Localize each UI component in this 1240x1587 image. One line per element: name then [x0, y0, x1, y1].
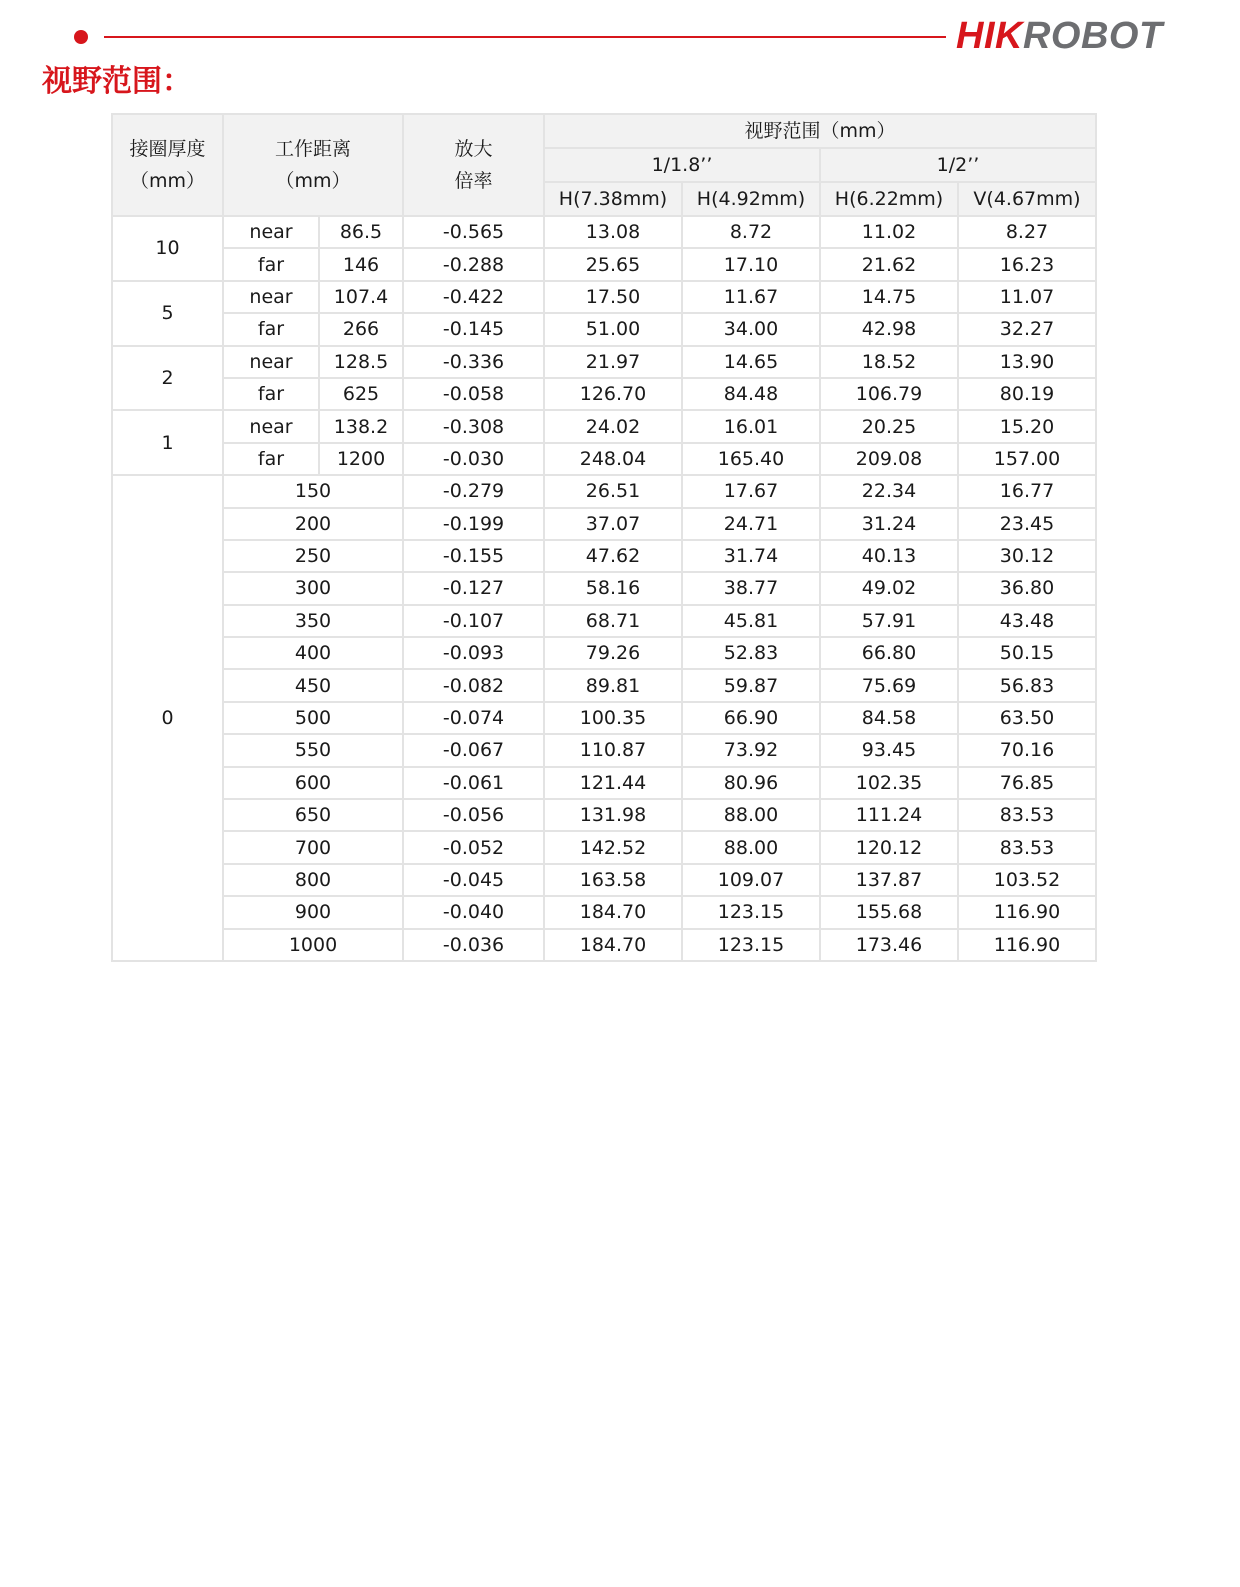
magnification-cell: -0.082 [403, 669, 544, 701]
fov-a-v-cell: 88.00 [682, 799, 820, 831]
magnification-cell: -0.279 [403, 475, 544, 507]
fov-a-v-cell: 38.77 [682, 572, 820, 604]
fov-a-v-cell: 84.48 [682, 378, 820, 410]
fov-b-v-cell: 70.16 [958, 734, 1096, 766]
magnification-cell: -0.052 [403, 831, 544, 863]
header-bullet-dot [74, 30, 88, 44]
fov-b-h-cell: 31.24 [820, 508, 958, 540]
table-row [112, 508, 1096, 540]
fov-b-h-cell: 18.52 [820, 346, 958, 378]
fov-a-h-cell: 184.70 [544, 896, 682, 928]
position-cell: far [223, 443, 319, 475]
fov-b-v-cell: 32.27 [958, 313, 1096, 345]
fov-a-v-cell: 31.74 [682, 540, 820, 572]
table-row [112, 313, 1096, 345]
fov-a-v-cell: 80.96 [682, 767, 820, 799]
fov-table [111, 113, 1097, 962]
table-row [112, 346, 1096, 378]
fov-b-v-cell: 36.80 [958, 572, 1096, 604]
table-row [112, 443, 1096, 475]
distance-cell: 266 [319, 313, 403, 345]
fov-a-h-cell: 68.71 [544, 605, 682, 637]
fov-b-v-cell: 8.27 [958, 216, 1096, 248]
fov-b-v-cell: 56.83 [958, 669, 1096, 701]
fov-a-v-cell: 123.15 [682, 896, 820, 928]
fov-a-v-cell: 73.92 [682, 734, 820, 766]
distance-cell: 600 [223, 767, 403, 799]
magnification-cell: -0.308 [403, 410, 544, 442]
table-row [112, 702, 1096, 734]
magnification-cell: -0.288 [403, 248, 544, 280]
fov-a-h-cell: 131.98 [544, 799, 682, 831]
table-row [112, 896, 1096, 928]
fov-b-h-cell: 173.46 [820, 929, 958, 961]
fov-a-h-cell: 13.08 [544, 216, 682, 248]
fov-b-h-cell: 40.13 [820, 540, 958, 572]
fov-a-h-cell: 47.62 [544, 540, 682, 572]
position-cell: near [223, 410, 319, 442]
fov-b-h-cell: 75.69 [820, 669, 958, 701]
fov-b-h-cell: 84.58 [820, 702, 958, 734]
header-working-distance [223, 114, 403, 216]
distance-cell: 400 [223, 637, 403, 669]
position-cell: near [223, 281, 319, 313]
fov-a-h-cell: 24.02 [544, 410, 682, 442]
position-cell: near [223, 346, 319, 378]
fov-a-h-cell: 121.44 [544, 767, 682, 799]
fov-a-h-cell: 126.70 [544, 378, 682, 410]
magnification-cell: -0.336 [403, 346, 544, 378]
magnification-cell: -0.127 [403, 572, 544, 604]
table-row [112, 216, 1096, 248]
fov-b-h-cell: 11.02 [820, 216, 958, 248]
distance-cell: 250 [223, 540, 403, 572]
table-row [112, 281, 1096, 313]
fov-a-h-cell: 37.07 [544, 508, 682, 540]
logo-text-robot: ROBOT [1022, 15, 1163, 57]
magnification-cell: -0.155 [403, 540, 544, 572]
magnification-cell: -0.199 [403, 508, 544, 540]
distance-cell: 1200 [319, 443, 403, 475]
distance-cell: 350 [223, 605, 403, 637]
fov-a-h-cell: 110.87 [544, 734, 682, 766]
magnification-cell: -0.058 [403, 378, 544, 410]
fov-a-v-cell: 17.10 [682, 248, 820, 280]
fov-b-v-cell: 43.48 [958, 605, 1096, 637]
spacer-thickness-cell: 10 [112, 216, 223, 281]
table-row [112, 734, 1096, 766]
fov-table-container [111, 113, 1097, 962]
fov-b-v-cell: 16.77 [958, 475, 1096, 507]
header-magnification-line1: 放大 [454, 138, 493, 160]
header-magnification [403, 114, 544, 216]
table-row [112, 929, 1096, 961]
fov-b-h-cell: 57.91 [820, 605, 958, 637]
fov-a-v-cell: 14.65 [682, 346, 820, 378]
position-cell: far [223, 378, 319, 410]
fov-b-v-cell: 50.15 [958, 637, 1096, 669]
fov-b-h-cell: 14.75 [820, 281, 958, 313]
distance-cell: 146 [319, 248, 403, 280]
fov-b-v-cell: 103.52 [958, 864, 1096, 896]
distance-cell: 500 [223, 702, 403, 734]
fov-b-v-cell: 13.90 [958, 346, 1096, 378]
header-col-a-h: H(7.38mm) [544, 182, 682, 216]
magnification-cell: -0.145 [403, 313, 544, 345]
fov-a-v-cell: 109.07 [682, 864, 820, 896]
table-row [112, 540, 1096, 572]
fov-b-h-cell: 20.25 [820, 410, 958, 442]
distance-cell: 138.2 [319, 410, 403, 442]
distance-cell: 450 [223, 669, 403, 701]
fov-b-v-cell: 116.90 [958, 929, 1096, 961]
distance-cell: 86.5 [319, 216, 403, 248]
spacer-thickness-cell: 1 [112, 410, 223, 475]
table-row [112, 605, 1096, 637]
fov-b-h-cell: 102.35 [820, 767, 958, 799]
magnification-cell: -0.056 [403, 799, 544, 831]
fov-a-v-cell: 165.40 [682, 443, 820, 475]
fov-a-h-cell: 25.65 [544, 248, 682, 280]
fov-b-v-cell: 157.00 [958, 443, 1096, 475]
header-divider-line [104, 36, 946, 38]
fov-a-v-cell: 17.67 [682, 475, 820, 507]
fov-b-v-cell: 16.23 [958, 248, 1096, 280]
distance-cell: 200 [223, 508, 403, 540]
fov-a-v-cell: 24.71 [682, 508, 820, 540]
fov-b-h-cell: 106.79 [820, 378, 958, 410]
header-magnification-line2: 倍率 [454, 170, 493, 192]
magnification-cell: -0.093 [403, 637, 544, 669]
fov-a-h-cell: 163.58 [544, 864, 682, 896]
table-row [112, 767, 1096, 799]
magnification-cell: -0.040 [403, 896, 544, 928]
fov-b-v-cell: 80.19 [958, 378, 1096, 410]
header-sensor-1-1.8: 1/1.8’’ [544, 148, 820, 182]
fov-b-h-cell: 120.12 [820, 831, 958, 863]
fov-a-v-cell: 16.01 [682, 410, 820, 442]
header-ring-thickness [112, 114, 223, 216]
fov-b-v-cell: 15.20 [958, 410, 1096, 442]
logo-text-hik: HIK [956, 15, 1023, 57]
magnification-cell: -0.030 [403, 443, 544, 475]
magnification-cell: -0.422 [403, 281, 544, 313]
fov-b-v-cell: 23.45 [958, 508, 1096, 540]
fov-b-h-cell: 155.68 [820, 896, 958, 928]
table-row [112, 669, 1096, 701]
table-row [112, 475, 1096, 507]
magnification-cell: -0.107 [403, 605, 544, 637]
magnification-cell: -0.074 [403, 702, 544, 734]
fov-a-v-cell: 11.67 [682, 281, 820, 313]
fov-b-h-cell: 137.87 [820, 864, 958, 896]
fov-a-h-cell: 142.52 [544, 831, 682, 863]
fov-b-v-cell: 83.53 [958, 799, 1096, 831]
distance-cell: 128.5 [319, 346, 403, 378]
fov-a-v-cell: 8.72 [682, 216, 820, 248]
position-cell: far [223, 313, 319, 345]
hikrobot-logo [956, 14, 1163, 58]
fov-a-h-cell: 89.81 [544, 669, 682, 701]
distance-cell: 900 [223, 896, 403, 928]
header-ring-thickness-label: 接圈厚度 [129, 138, 206, 160]
position-cell: near [223, 216, 319, 248]
fov-b-v-cell: 63.50 [958, 702, 1096, 734]
fov-a-v-cell: 66.90 [682, 702, 820, 734]
distance-cell: 550 [223, 734, 403, 766]
magnification-cell: -0.036 [403, 929, 544, 961]
fov-b-h-cell: 93.45 [820, 734, 958, 766]
magnification-cell: -0.045 [403, 864, 544, 896]
header-col-a-v: H(4.92mm) [682, 182, 820, 216]
fov-b-h-cell: 22.34 [820, 475, 958, 507]
header-col-b-v: V(4.67mm) [958, 182, 1096, 216]
magnification-cell: -0.565 [403, 216, 544, 248]
fov-b-v-cell: 11.07 [958, 281, 1096, 313]
spacer-thickness-cell: 2 [112, 346, 223, 411]
header-ring-thickness-unit: （mm） [129, 170, 206, 192]
fov-b-h-cell: 209.08 [820, 443, 958, 475]
table-row [112, 378, 1096, 410]
fov-b-h-cell: 42.98 [820, 313, 958, 345]
header-working-distance-label: 工作距离 [274, 138, 351, 160]
table-row [112, 572, 1096, 604]
section-title: 视野范围： [42, 64, 192, 99]
table-row [112, 831, 1096, 863]
fov-a-v-cell: 88.00 [682, 831, 820, 863]
header-fov: 视野范围（mm） [544, 114, 1096, 148]
fov-b-v-cell: 30.12 [958, 540, 1096, 572]
distance-cell: 107.4 [319, 281, 403, 313]
table-row [112, 248, 1096, 280]
fov-a-h-cell: 21.97 [544, 346, 682, 378]
fov-b-v-cell: 76.85 [958, 767, 1096, 799]
fov-a-h-cell: 17.50 [544, 281, 682, 313]
fov-a-v-cell: 34.00 [682, 313, 820, 345]
fov-a-v-cell: 59.87 [682, 669, 820, 701]
position-cell: far [223, 248, 319, 280]
fov-b-h-cell: 49.02 [820, 572, 958, 604]
fov-a-h-cell: 79.26 [544, 637, 682, 669]
fov-a-h-cell: 26.51 [544, 475, 682, 507]
distance-cell: 300 [223, 572, 403, 604]
table-row [112, 864, 1096, 896]
fov-a-h-cell: 51.00 [544, 313, 682, 345]
fov-b-v-cell: 83.53 [958, 831, 1096, 863]
header-col-b-h: H(6.22mm) [820, 182, 958, 216]
fov-a-h-cell: 248.04 [544, 443, 682, 475]
spacer-thickness-cell: 0 [112, 475, 223, 961]
distance-cell: 1000 [223, 929, 403, 961]
fov-b-h-cell: 111.24 [820, 799, 958, 831]
table-row [112, 799, 1096, 831]
fov-a-v-cell: 45.81 [682, 605, 820, 637]
header-working-distance-unit: （mm） [275, 170, 351, 192]
distance-cell: 700 [223, 831, 403, 863]
distance-cell: 650 [223, 799, 403, 831]
fov-a-h-cell: 58.16 [544, 572, 682, 604]
fov-a-h-cell: 184.70 [544, 929, 682, 961]
fov-b-h-cell: 66.80 [820, 637, 958, 669]
header-sensor-1-2: 1/2’’ [820, 148, 1096, 182]
fov-b-h-cell: 21.62 [820, 248, 958, 280]
distance-cell: 800 [223, 864, 403, 896]
fov-a-v-cell: 123.15 [682, 929, 820, 961]
magnification-cell: -0.061 [403, 767, 544, 799]
table-row [112, 637, 1096, 669]
fov-a-v-cell: 52.83 [682, 637, 820, 669]
magnification-cell: -0.067 [403, 734, 544, 766]
fov-a-h-cell: 100.35 [544, 702, 682, 734]
table-row [112, 410, 1096, 442]
spacer-thickness-cell: 5 [112, 281, 223, 346]
distance-cell: 625 [319, 378, 403, 410]
distance-cell: 150 [223, 475, 403, 507]
fov-b-v-cell: 116.90 [958, 896, 1096, 928]
